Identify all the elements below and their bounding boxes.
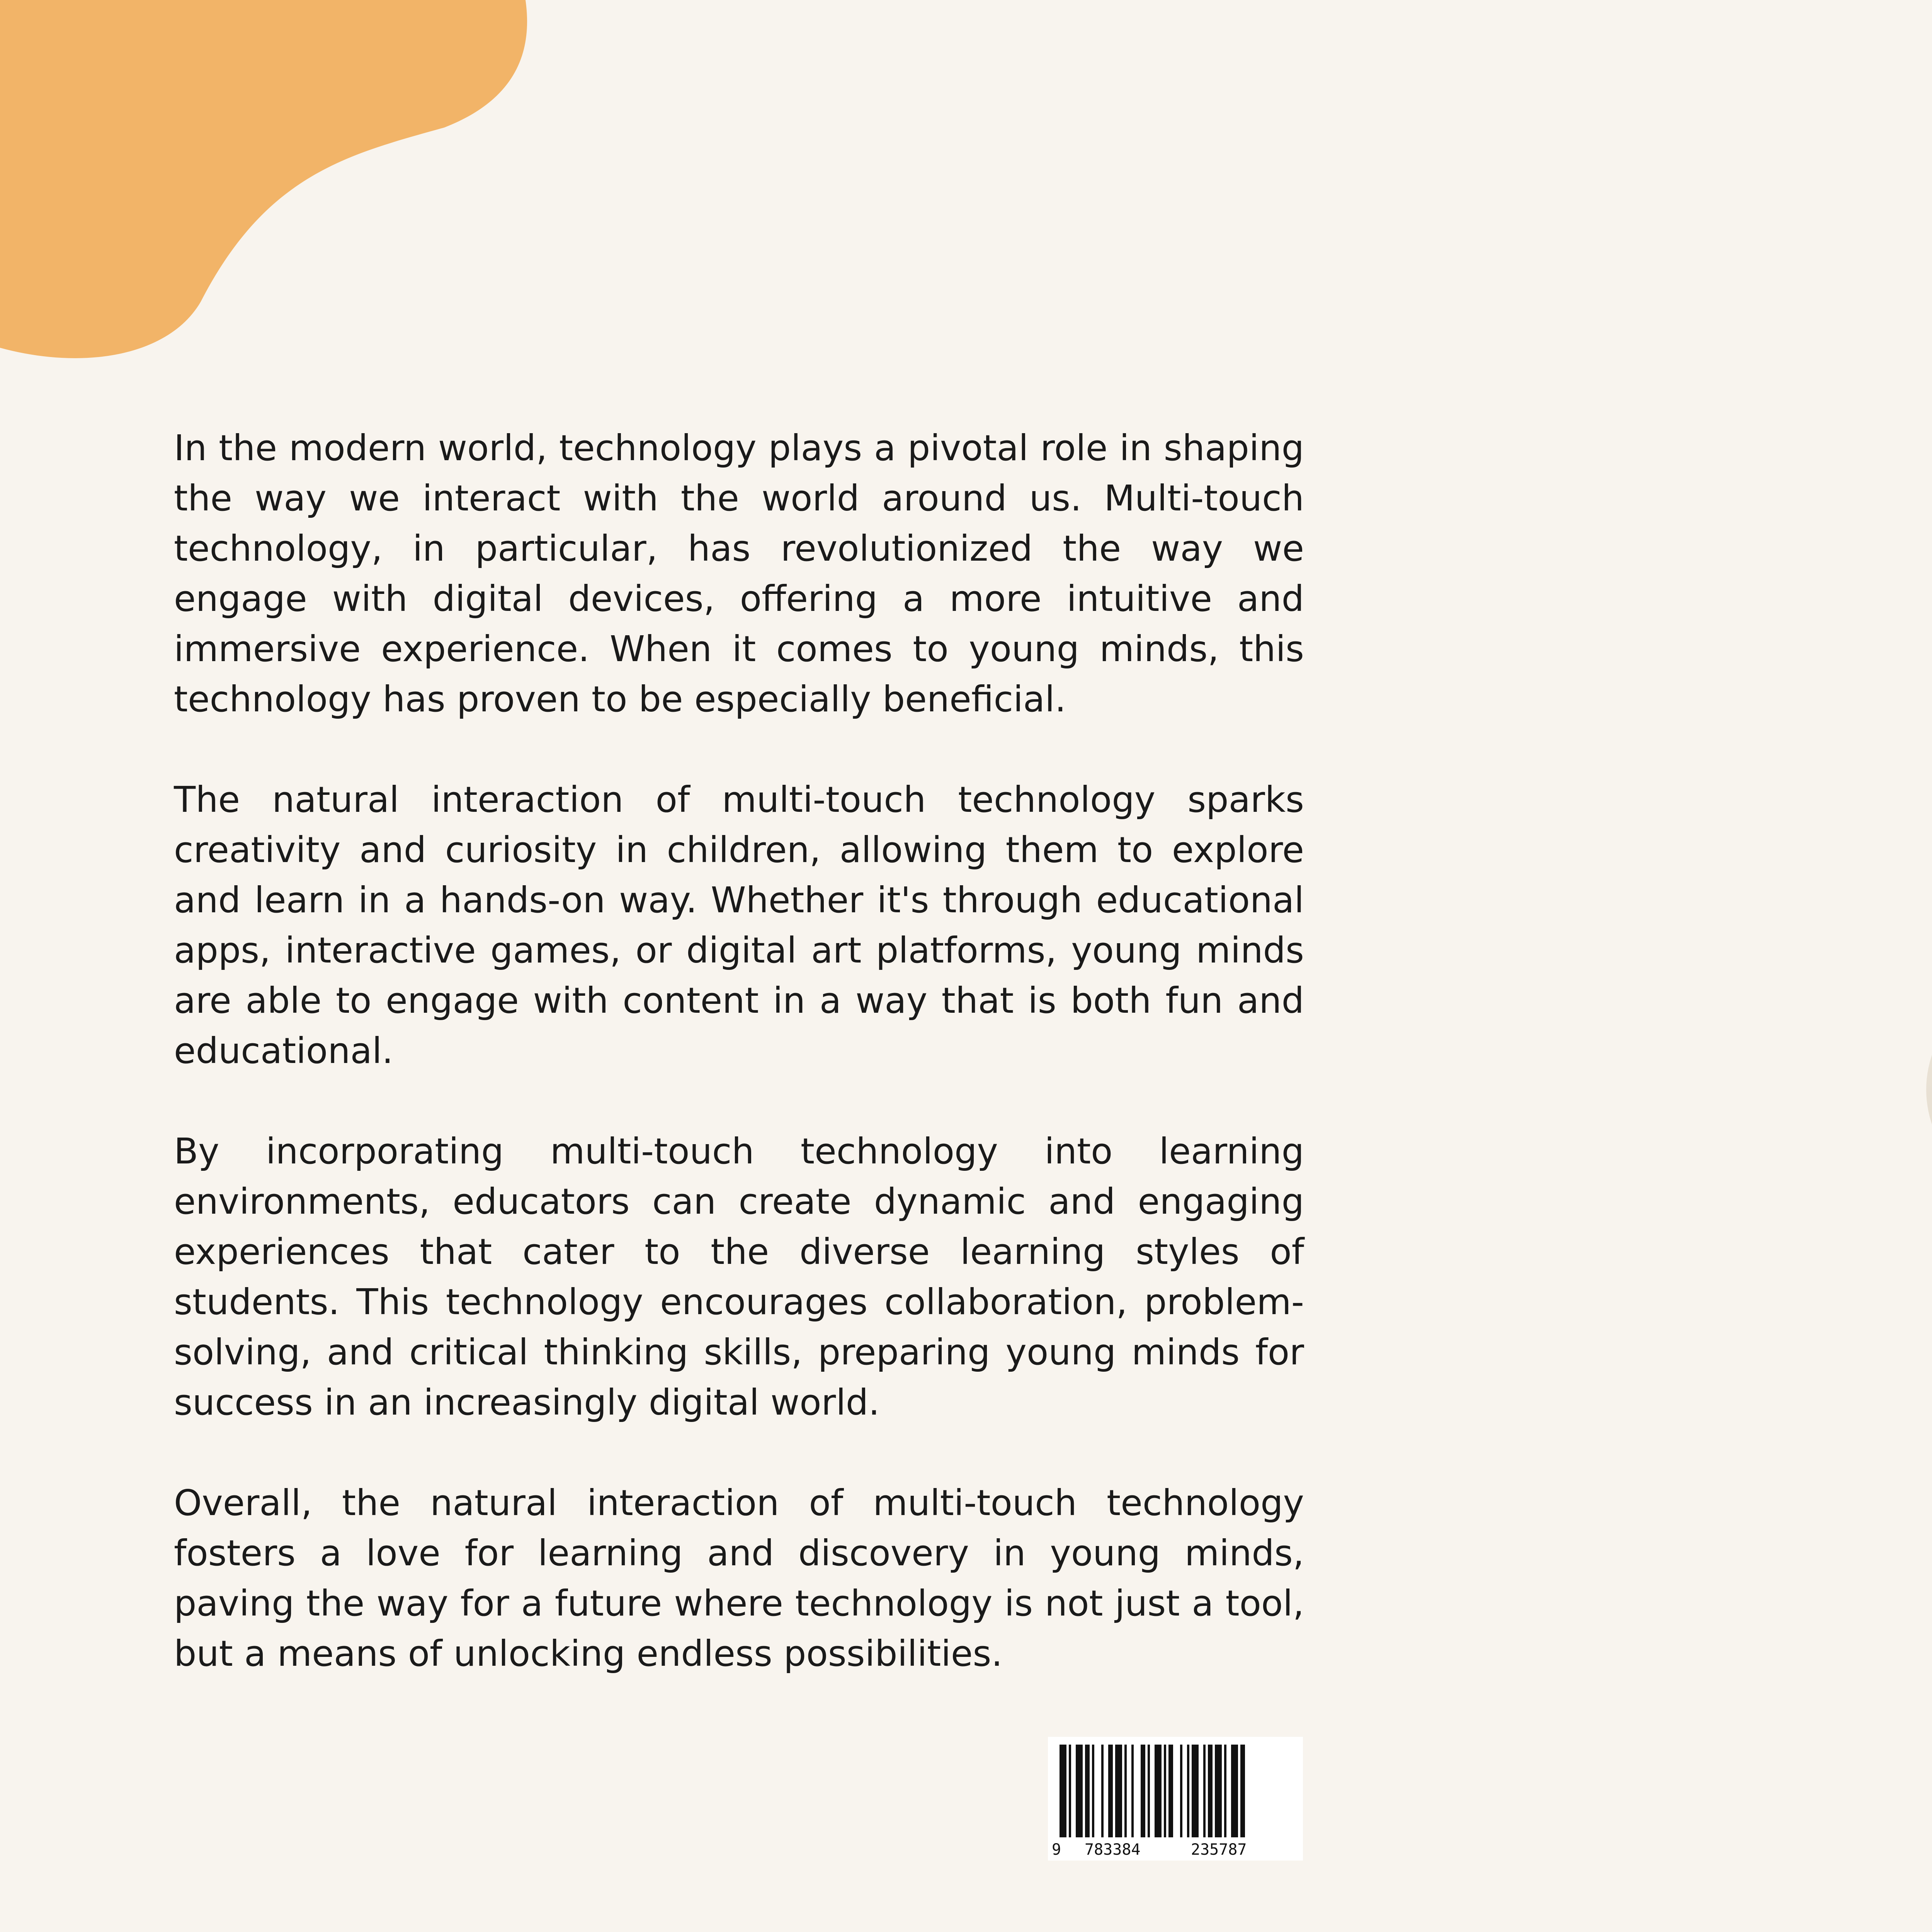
orange-blob-decoration	[0, 0, 533, 367]
barcode-digits-right: 235787	[1191, 1841, 1247, 1859]
author-name	[1816, 1605, 1932, 1683]
title-line-1	[1816, 406, 1932, 514]
blurb-paragraph-4: Overall, the natural interaction of multi-touch technology fosters a love for learning and discovery in young minds, paving the way for a future where technology is not just a tool, but a means of unlocking endless possibilities.	[174, 1482, 1304, 1674]
book-title	[1816, 406, 1932, 622]
barcode-digit-first: 9	[1052, 1841, 1061, 1859]
barcode-digits-left: 783384	[1085, 1841, 1141, 1859]
title-line-2	[1816, 514, 1932, 622]
back-cover-blurb	[174, 423, 1304, 1729]
blurb-paragraph-3: By incorporating multi-touch technology into learning environments, educators can create dynamic and engaging experiences that cater to the diverse learning styles of students. This technology encourages collaboration, problem-solving, and critical thinking skills, preparing young minds for success in an increasingly digital world.	[174, 1131, 1304, 1423]
kindergarten-children-photo	[1924, 866, 1932, 1314]
blurb-paragraph-2: The natural interaction of multi-touch technology sparks creativity and curiosity in children, allowing them to explore and learn in a hands-on way. Whether it's through educational apps, interactive games, or digital art platforms, young minds are able to engage with content in a way that is both fun and educational.	[174, 779, 1304, 1071]
isbn-barcode	[1048, 1737, 1303, 1861]
blurb-paragraph-1: In the modern world, technology plays a pivotal role in shaping the way we interact with the world around us. Multi-touch technology, in particular, has revolutionized the way we engage with digital devices, offering a more intuitive and immersive experience. When it comes to young minds, this technology has proven to be especially beneficial.	[174, 427, 1304, 720]
barcode-digits	[1048, 1839, 1303, 1861]
